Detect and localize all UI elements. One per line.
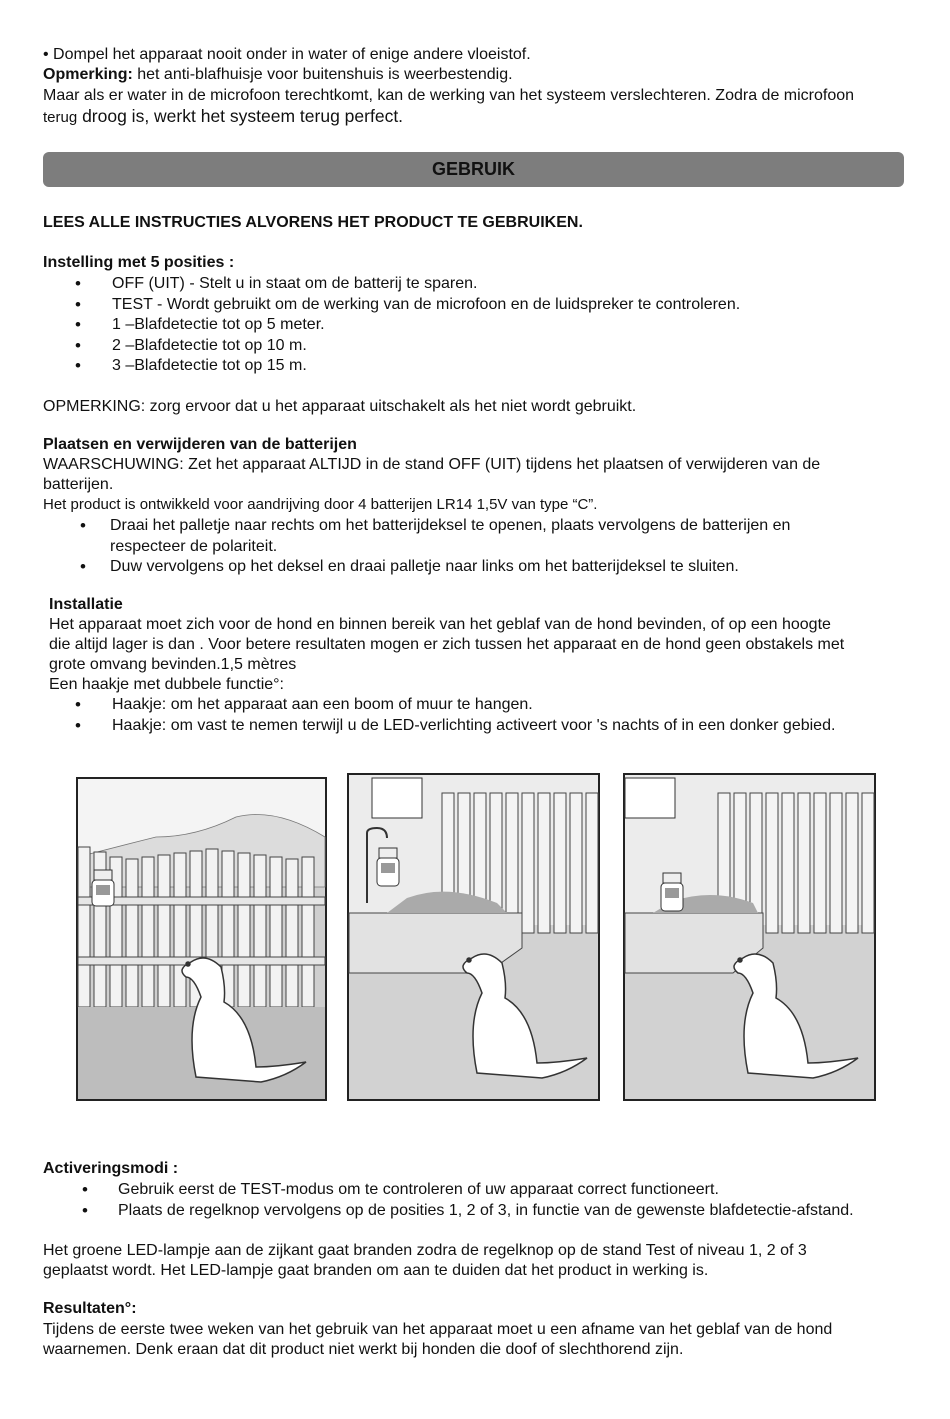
- activation-list: [82, 1180, 854, 1221]
- list-item: • 2 –Blafdetectie tot op 10 m.: [75, 336, 740, 357]
- remark: OPMERKING: zorg ervoor dat u het apparaat uitschakelt als het niet wordt gebruikt.: [43, 398, 637, 415]
- installation-list: [75, 695, 835, 736]
- list-item: • Haakje: om het apparaat aan een boom of muur te hangen.: [75, 695, 835, 716]
- device-icon: [92, 870, 114, 906]
- installation-line-4: Een haakje met dubbele functie°:: [49, 676, 284, 693]
- intro-line-4: [43, 106, 403, 128]
- list-item: • Gebruik eerst de TEST-modus om te controleren of uw apparaat correct functioneert.: [82, 1180, 854, 1201]
- results-heading: Resultaten°:: [43, 1300, 137, 1317]
- list-item-line: respecteer de polariteit.: [110, 537, 278, 555]
- results-line-2: waarnemen. Denk eraan dat dit product niet werkt bij honden die doof of slechthorend zijn.: [43, 1341, 684, 1358]
- batteries-heading: Plaatsen en verwijderen van de batterijen: [43, 436, 357, 453]
- list-item: • TEST - Wordt gebruikt om de werking van de microfoon en de luidspreker te controleren.: [75, 295, 740, 316]
- intro-line-4-small: terug: [43, 109, 78, 126]
- list-item: [80, 516, 790, 557]
- batteries-list: [80, 516, 790, 578]
- activation-paragraph-2: geplaatst wordt. Het LED-lampje gaat branden om aan te duiden dat het product in werking is.: [43, 1262, 709, 1279]
- note-label: Opmerking:: [43, 66, 133, 83]
- list-item: • 1 –Blafdetectie tot op 5 meter.: [75, 315, 740, 336]
- list-item: • Plaats de regelknop vervolgens op de posities 1, 2 of 3, in functie van de gewenste blafdetectie-afstand.: [82, 1201, 854, 1222]
- results-line-1: Tijdens de eerste twee weken van het gebruik van het apparaat moet u een afname van het geblaf van de hond: [43, 1321, 833, 1338]
- installation-line-3: grote omvang bevinden.1,5 mètres: [49, 656, 297, 673]
- batteries-info: Het product is ontwikkeld voor aandrijving door 4 batterijen LR14 1,5V van type “C”.: [43, 496, 598, 513]
- batteries-warning-1: WAARSCHUWING: Zet het apparaat ALTIJD in de stand OFF (UIT) tijdens het plaatsen of verwijderen van de: [43, 456, 821, 473]
- device-icon: [377, 848, 399, 886]
- installation-line-1: Het apparaat moet zich voor de hond en binnen bereik van het geblaf van de hond bevinden, of op een hoogte: [49, 616, 831, 633]
- list-item: • Haakje: om vast te nemen terwijl u de LED-verlichting activeert voor 's nachts of in een donker gebied.: [75, 716, 835, 737]
- read-all-heading: LEES ALLE INSTRUCTIES ALVORENS HET PRODUCT TE GEBRUIKEN.: [43, 214, 583, 231]
- list-item: • Duw vervolgens op het deksel en draai palletje naar links om het batterijdeksel te sluiten.: [80, 557, 790, 578]
- intro-note: [43, 65, 513, 85]
- illustration-tree-hanging: [76, 777, 327, 1101]
- settings-heading: Instelling met 5 posities :: [43, 254, 235, 271]
- batteries-warning-2: batterijen.: [43, 476, 114, 493]
- intro-line-4-big: droog is, werkt het systeem terug perfect.: [77, 106, 404, 126]
- note-text: het anti-blafhuisje voor buitenshuis is weerbestendig.: [132, 66, 513, 83]
- device-icon: [661, 873, 683, 911]
- list-item-line: Draai het palletje naar rechts om het batterijdeksel te openen, plaats vervolgens de batterijen en: [110, 517, 791, 534]
- activation-paragraph-1: Het groene LED-lampje aan de zijkant gaat branden zodra de regelknop op de stand Test of niveau 1, 2 of 3: [43, 1242, 807, 1259]
- settings-list: [75, 274, 740, 377]
- intro-line-3: Maar als er water in de microfoon terechtkomt, kan de werking van het systeem verslechteren. Zodra de microfoon: [43, 87, 855, 104]
- intro-line-1: • Dompel het apparaat nooit onder in water of enige andere vloeistof.: [43, 46, 531, 63]
- illustration-wall-hook: [347, 773, 600, 1101]
- activation-heading: Activeringsmodi :: [43, 1160, 179, 1177]
- installation-line-2: die altijd lager is dan . Voor betere resultaten mogen er zich tussen het apparaat en de hond geen obstakels met: [49, 636, 845, 653]
- illustration-wall-standing: [623, 773, 876, 1101]
- installation-heading: Installatie: [49, 596, 123, 613]
- list-item: • OFF (UIT) - Stelt u in staat om de batterij te sparen.: [75, 274, 740, 295]
- section-banner: GEBRUIK: [43, 152, 904, 187]
- list-item: • 3 –Blafdetectie tot op 15 m.: [75, 356, 740, 377]
